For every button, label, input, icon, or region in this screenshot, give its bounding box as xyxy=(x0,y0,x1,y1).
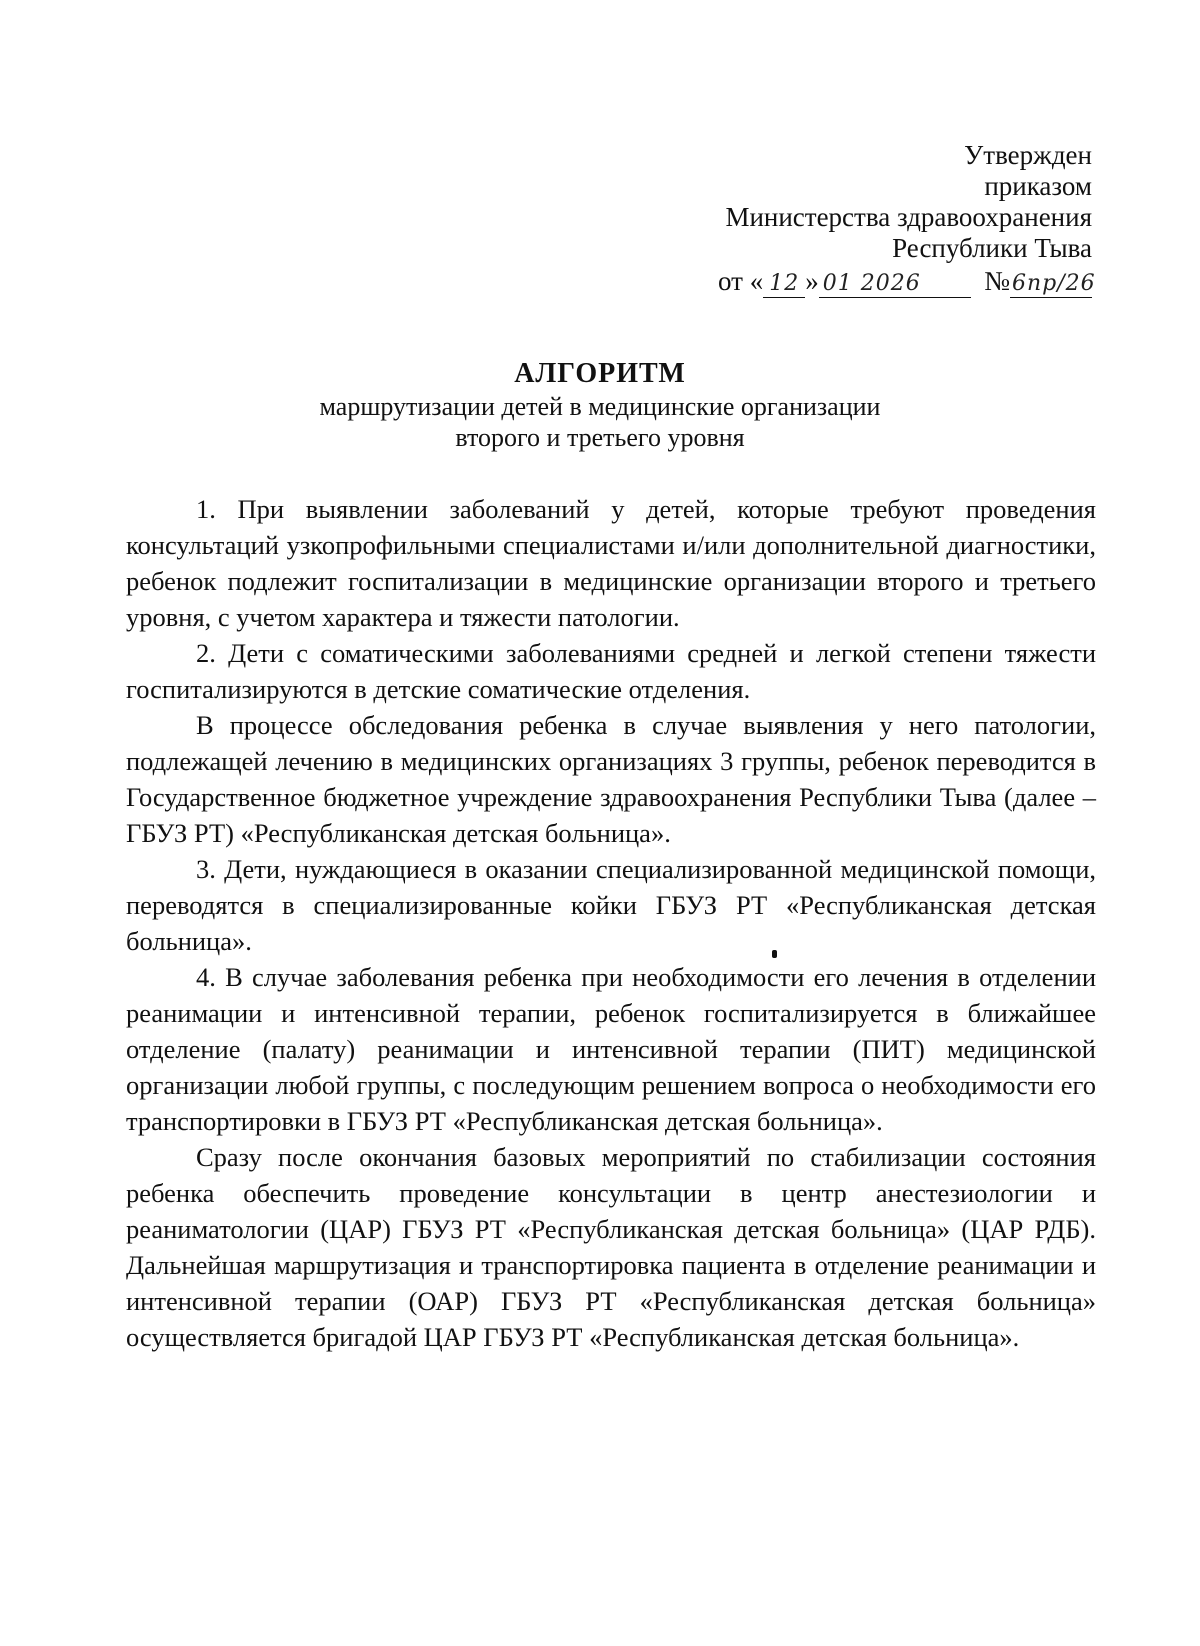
document-subtitle-line-2: второго и третьего уровня xyxy=(455,423,745,452)
document-heading xyxy=(0,357,1200,453)
document-subtitle-line-1: маршрутизации детей в медицинские организации xyxy=(319,392,881,421)
approval-line-ministry: Министерства здравоохранения xyxy=(725,202,1092,232)
order-number-sign: № xyxy=(984,266,1010,296)
order-date-number-line xyxy=(718,266,1096,298)
approval-line-approved: Утвержден xyxy=(964,140,1092,170)
order-close-quote: » xyxy=(805,266,819,296)
order-day-handwritten: 12 xyxy=(763,271,805,298)
paragraph-4: 4. В случае заболевания ребенка при необходимости его лечения в отделении реанимации и интенсивной терапии, ребенок госпитализируется в ближайшее отделение (палату) реанимации и интенсивной терапии (ПИТ) медицинской организации любой группы, с последующим решением вопроса о необходимости его транспортировки в ГБУЗ РТ «Республиканская детская больница». xyxy=(126,962,1096,1136)
paragraph-4-continued: Сразу после окончания базовых мероприятий по стабилизации состояния ребенка обеспечить проведение консультации в центр анестезиологии и реаниматологии (ЦАР) ГБУЗ РТ «Республиканская детская больница» (ЦАР РДБ). Дальнейшая маршрутизация и транспортировка пациента в отделение реанимации и интенсивной терапии (ОАР) ГБУЗ РТ «Республиканская детская больница» осуществляется бригадой ЦАР ГБУЗ РТ «Республиканская детская больница». xyxy=(126,1142,1096,1352)
paragraph-1: 1. При выявлении заболеваний у детей, которые требуют проведения консультаций узкопрофильными специалистами и/или дополнительной диагностики, ребенок подлежит госпитализации в медицинские организации второго и третьего уровня, с учетом характера и тяжести патологии. xyxy=(126,494,1096,632)
document-title: АЛГОРИТМ xyxy=(514,358,686,389)
order-number-handwritten: 6пр/26 xyxy=(1012,271,1096,296)
paragraph-3: 3. Дети, нуждающиеся в оказании специализированной медицинской помощи, переводятся в специализированные койки ГБУЗ РТ «Республиканская детская больница». xyxy=(126,854,1096,956)
paragraph-2: 2. Дети с соматическими заболеваниями средней и легкой степени тяжести госпитализируются в детские соматические отделения. xyxy=(126,638,1096,704)
document-body xyxy=(126,491,1096,1355)
order-prefix: от « xyxy=(718,266,764,296)
scan-speck-mark xyxy=(772,950,777,958)
approval-line-order: приказом xyxy=(984,171,1092,201)
order-date-handwritten: 01 2026 xyxy=(819,271,971,298)
paragraph-2-continued: В процессе обследования ребенка в случае выявления у него патологии, подлежащей лечению в медицинских организациях 3 группы, ребенок переводится в Государственное бюджетное учреждение здравоохранения Республики Тыва (далее – ГБУЗ РТ) «Республиканская детская больница». xyxy=(126,710,1096,848)
approval-line-republic: Республики Тыва xyxy=(892,233,1092,263)
approval-stamp-block xyxy=(718,140,1096,298)
